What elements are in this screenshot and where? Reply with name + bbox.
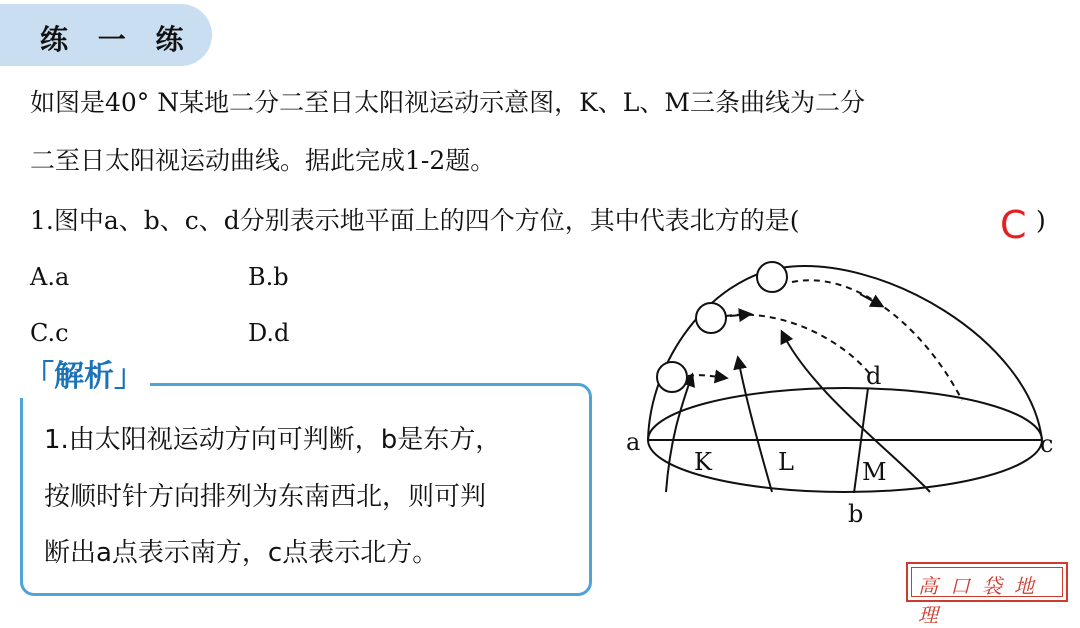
sun-m xyxy=(757,262,787,292)
handwritten-answer: C xyxy=(1000,203,1027,247)
label-d: d xyxy=(866,362,882,390)
dome-outline xyxy=(648,266,1042,440)
label-a: a xyxy=(626,428,641,456)
question-1-text xyxy=(30,206,800,236)
question-intro-line1: 如图是40° N某地二分二至日太阳视运动示意图，K、L、M三条曲线为二分 xyxy=(30,88,866,117)
watermark-seal xyxy=(906,562,1068,627)
curve-m xyxy=(782,332,930,492)
curve-l xyxy=(738,358,772,492)
question-1-stem: 1.图中a、b、c、d分别表示地平面上的四个方位，其中代表北方的是( xyxy=(30,206,800,235)
dashed-arrow-1 xyxy=(730,314,750,316)
option-a[interactable]: A.a xyxy=(30,263,70,291)
analysis-title xyxy=(18,356,150,398)
analysis-title-text: 解析 xyxy=(54,359,114,394)
option-c[interactable]: C.c xyxy=(30,319,69,347)
question-1-close-paren: ) xyxy=(1036,206,1046,235)
label-m: M xyxy=(862,458,887,486)
analysis-bracket-close: 」 xyxy=(114,359,144,394)
option-d[interactable]: D.d xyxy=(248,319,290,347)
question-intro-line2: 二至日太阳视运动曲线。据此完成1-2题。 xyxy=(30,146,496,175)
label-l: L xyxy=(778,448,794,476)
dashed-arrow-2 xyxy=(860,294,882,306)
watermark-text: 高口袋地理 xyxy=(918,574,1046,627)
analysis-line-3: 断出a点表示南方，c点表示北方。 xyxy=(44,538,439,568)
analysis-bracket-open: 「 xyxy=(24,359,54,394)
dashed-path-l xyxy=(726,315,870,374)
analysis-line-2: 按顺时针方向排列为东南西北，则可判 xyxy=(44,482,487,512)
dashed-path-k xyxy=(688,375,726,378)
sun-l xyxy=(696,303,726,333)
label-k: K xyxy=(694,448,712,476)
section-tag xyxy=(0,4,212,66)
label-b: b xyxy=(848,500,864,528)
section-title: 练 一 练 xyxy=(40,23,194,56)
option-b[interactable]: B.b xyxy=(248,263,289,291)
analysis-line-1: 1.由太阳视运动方向可判断，b是东方， xyxy=(44,425,502,455)
sun-path-diagram xyxy=(620,250,1070,535)
label-c: c xyxy=(1040,430,1054,458)
sun-k xyxy=(657,362,687,392)
